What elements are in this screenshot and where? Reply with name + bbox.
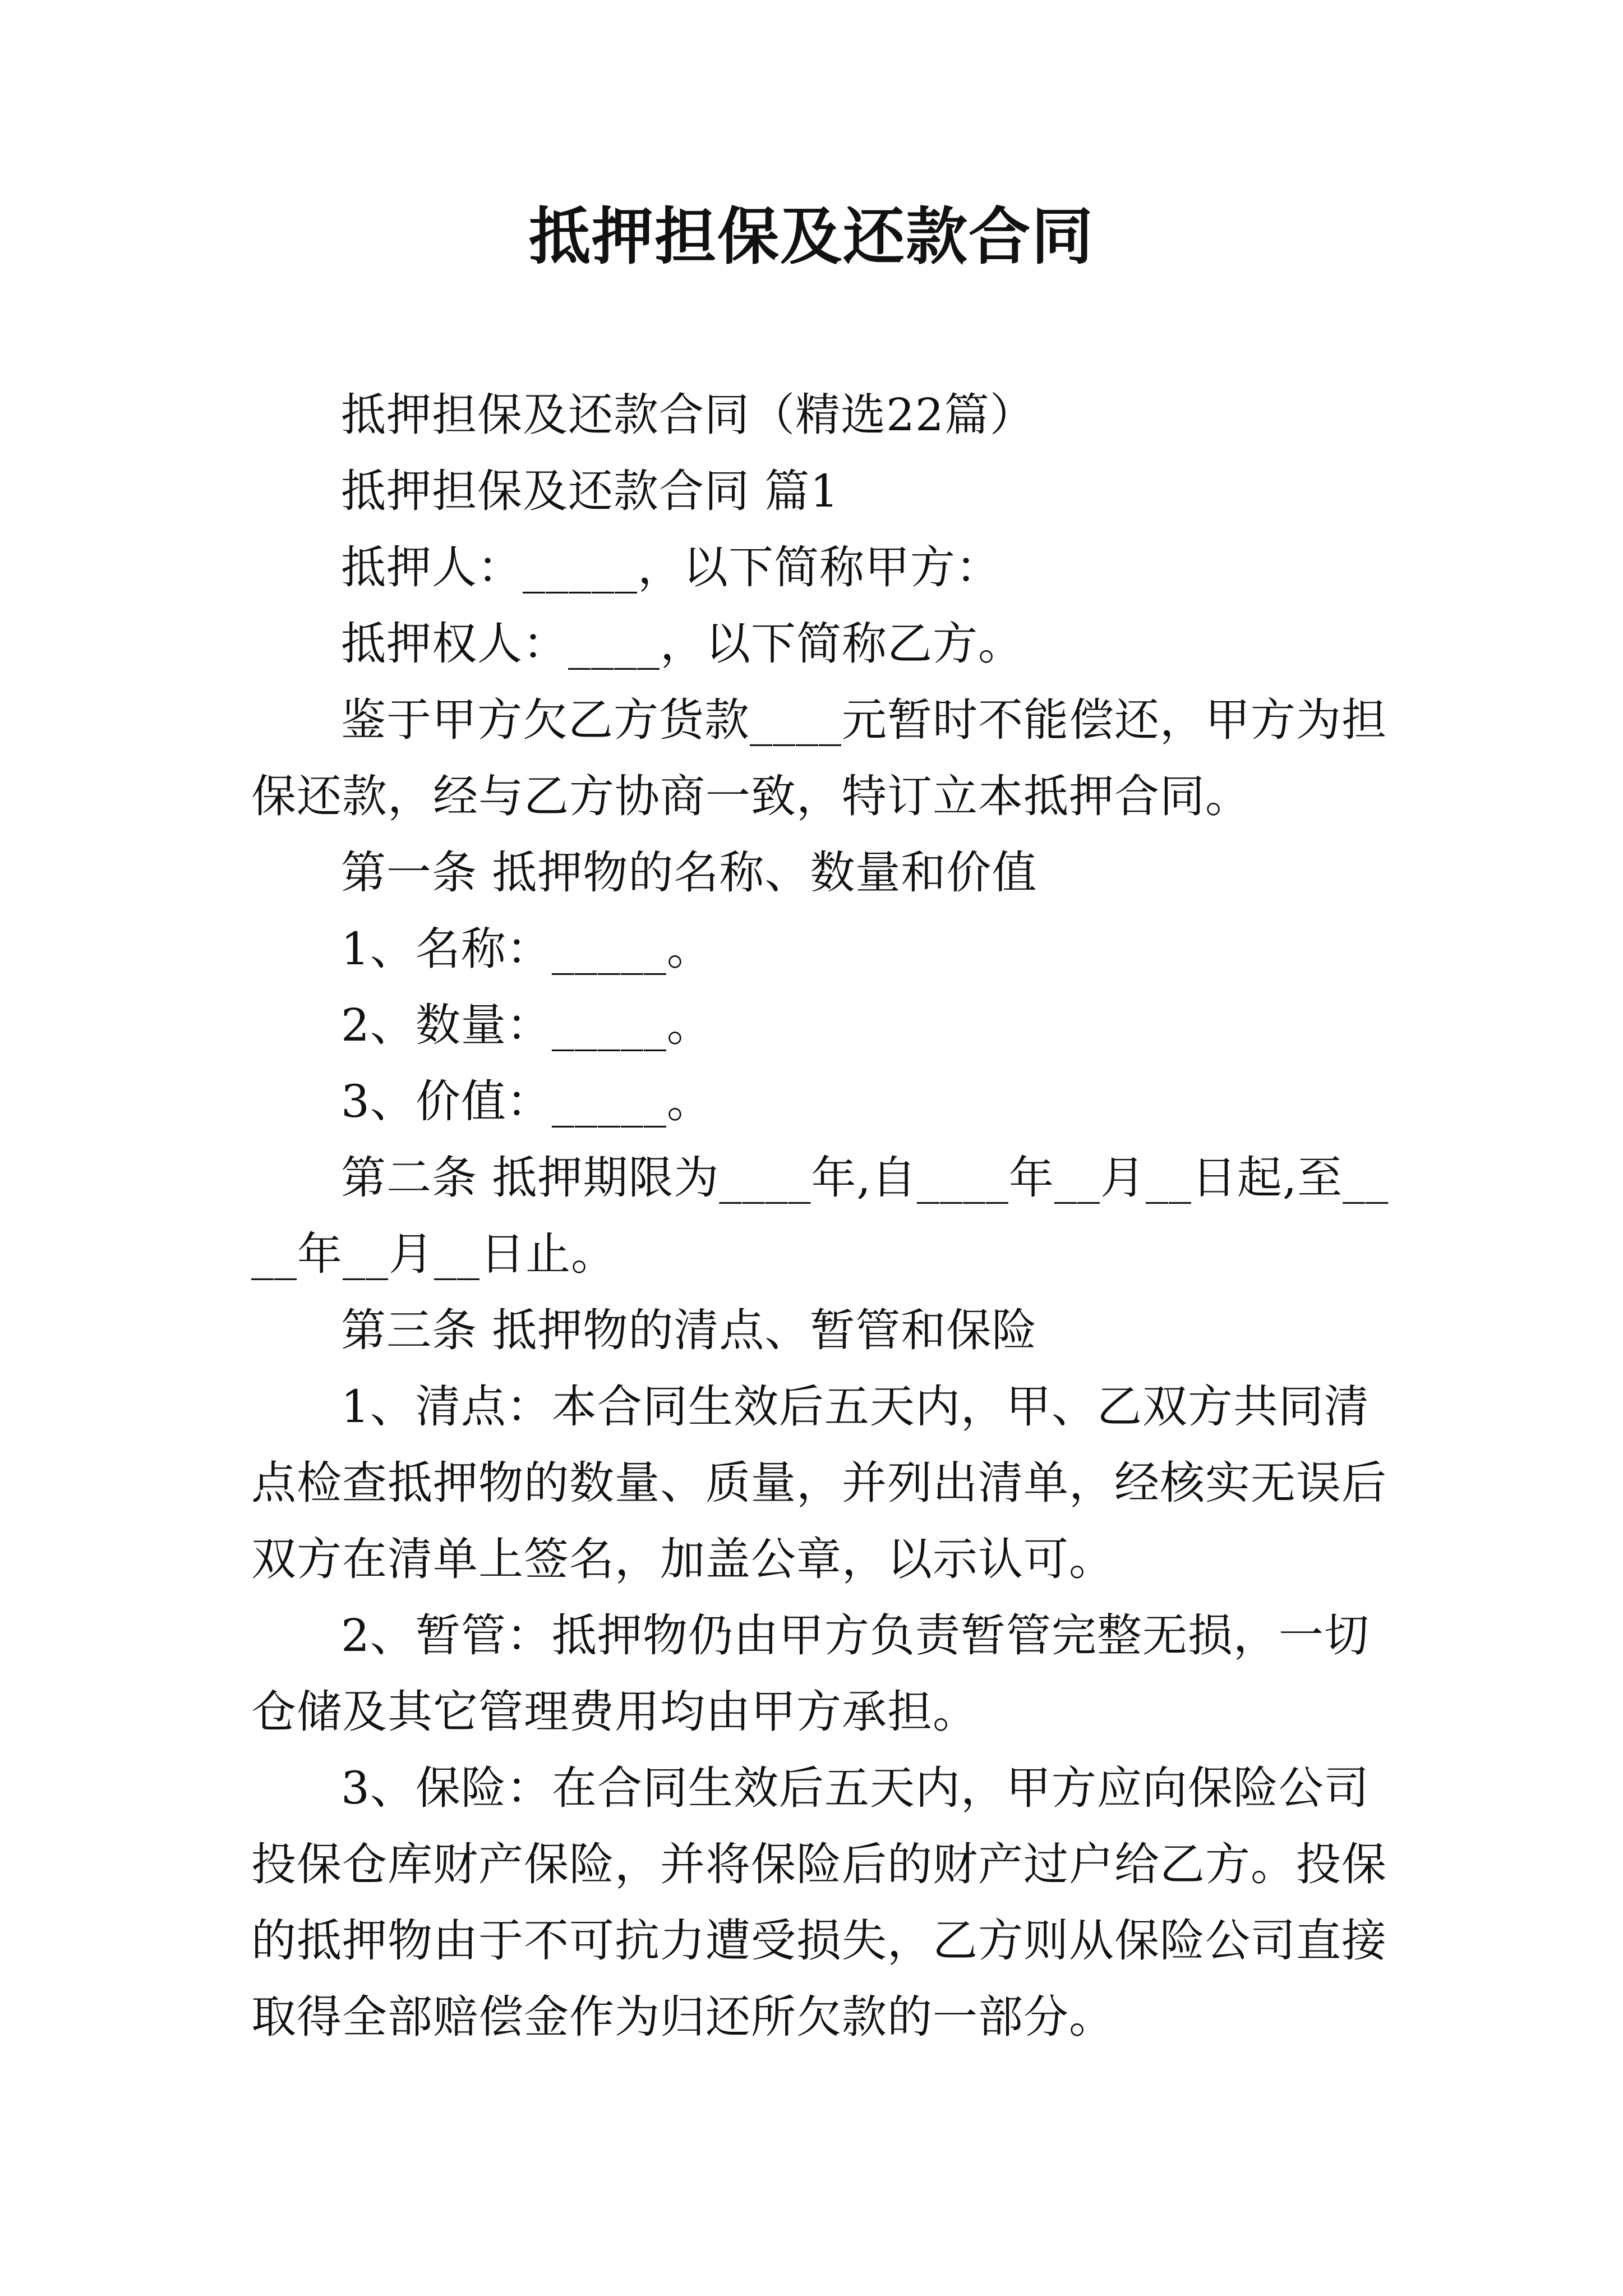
article-heading: 第一条 抵押物的名称、数量和价值 <box>341 846 1038 899</box>
list-item: 1、清点：本合同生效后五天内，甲、乙双方共同清点检查抵押物的数量、质量，并列出清单，经核实无误后双方在清单上签名，加盖公章，以示认可。 <box>251 1381 1387 1585</box>
mortgagor-line: 抵押人：_____，以下简称甲方： <box>341 541 1001 593</box>
list-item: 3、价值：_____。 <box>341 1075 712 1128</box>
list-item: 2、暂管：抵押物仍由甲方负责暂管完整无损，一切仓储及其它管理费用均由甲方承担。 <box>251 1609 1370 1738</box>
article-paragraph: 第二条 抵押期限为____年,自____年__月__日起,至____年__月__日止。 <box>251 1152 1389 1280</box>
list-item: 1、名称：_____。 <box>341 923 712 975</box>
list-item: 3、保险：在合同生效后五天内，甲方应向保险公司投保仓库财产保险，并将保险后的财产过户给乙方。投保的抵押物由于不可抗力遭受损失，乙方则从保险公司直接取得全部赔偿金作为归还所欠款的一部分。 <box>251 1762 1387 2043</box>
list-item: 2、数量：_____。 <box>341 999 712 1051</box>
preamble-paragraph: 鉴于甲方欠乙方货款____元暂时不能偿还，甲方为担保还款，经与乙方协商一致，特订立本抵押合同。 <box>251 694 1387 822</box>
section-heading: 抵押担保及还款合同 篇1 <box>341 465 840 517</box>
mortgagee-line: 抵押权人：____，以下简称乙方。 <box>341 618 1023 670</box>
document-title: 抵押担保及还款合同 <box>529 200 1094 273</box>
doc-subtitle: 抵押担保及还款合同（精选22篇） <box>341 389 1035 441</box>
document-body <box>251 377 1395 2055</box>
article-heading: 第三条 抵押物的清点、暂管和保险 <box>341 1304 1038 1356</box>
